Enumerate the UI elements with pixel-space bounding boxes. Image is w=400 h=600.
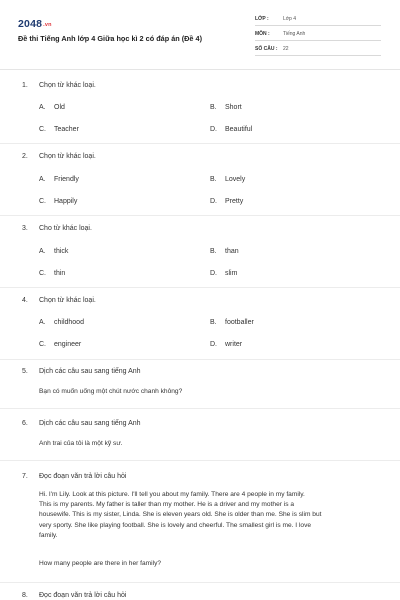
option-letter: A. xyxy=(39,319,46,326)
question-prompt: Dịch các câu sau sang tiếng Anh xyxy=(39,368,141,375)
option-a[interactable] xyxy=(39,319,84,326)
document-title: Đề thi Tiếng Anh lớp 4 Giữa học kì 2 có đáp án (Đề 4) xyxy=(18,34,203,43)
option-b[interactable] xyxy=(210,319,254,326)
question-divider xyxy=(0,582,400,583)
question-number: 2. xyxy=(22,153,28,160)
option-text: thick xyxy=(54,248,69,255)
option-letter: B. xyxy=(210,104,217,111)
question-number: 1. xyxy=(22,82,28,89)
question-number: 4. xyxy=(22,297,28,304)
option-text: engineer xyxy=(54,341,82,348)
option-letter: A. xyxy=(39,176,46,183)
question-divider xyxy=(0,460,400,461)
question-prompt: Dịch các câu sau sang tiếng Anh xyxy=(39,420,141,427)
question-divider xyxy=(0,359,400,360)
meta-row-grade xyxy=(255,13,381,26)
option-text: childhood xyxy=(54,319,84,326)
option-a[interactable] xyxy=(39,104,65,111)
logo-suffix: .vn xyxy=(43,22,52,28)
option-text: Lovely xyxy=(225,176,246,183)
logo-text: 2048 xyxy=(18,18,43,30)
option-text: Beautiful xyxy=(225,126,253,133)
question-number: 7. xyxy=(22,473,28,480)
option-text: slim xyxy=(225,270,238,277)
meta-key: MÔN : xyxy=(255,31,270,37)
document-header xyxy=(0,0,400,66)
reading-passage xyxy=(39,490,379,541)
passage-line: family. xyxy=(39,531,58,539)
option-text: Friendly xyxy=(54,176,79,183)
question-divider xyxy=(0,143,400,144)
question-number: 5. xyxy=(22,368,28,375)
meta-key: LỚP : xyxy=(255,16,269,22)
site-logo[interactable] xyxy=(18,18,52,30)
option-letter: D. xyxy=(210,270,217,277)
question-divider xyxy=(0,287,400,288)
option-letter: C. xyxy=(39,341,46,348)
option-d[interactable] xyxy=(210,126,252,133)
question-prompt: Đọc đoạn văn trả lời câu hỏi xyxy=(39,592,127,599)
option-text: Teacher xyxy=(54,126,79,133)
meta-key: SỐ CÂU : xyxy=(255,46,278,52)
option-letter: D. xyxy=(210,126,217,133)
option-letter: C. xyxy=(39,270,46,277)
question-prompt: Chọn từ khác loại. xyxy=(39,82,96,89)
option-b[interactable] xyxy=(210,176,245,183)
option-letter: A. xyxy=(39,248,46,255)
question-prompt: Cho từ khác loại. xyxy=(39,225,92,232)
option-letter: A. xyxy=(39,104,46,111)
question-divider xyxy=(0,215,400,216)
meta-row-question-count xyxy=(255,43,381,56)
question-body: Bạn có muốn uống một chút nước chanh không? xyxy=(39,388,183,395)
reading-question: How many people are there in her family? xyxy=(39,560,162,567)
question-prompt: Đọc đoạn văn trả lời câu hỏi xyxy=(39,473,127,480)
meta-value: 22 xyxy=(283,46,289,52)
option-b[interactable] xyxy=(210,104,242,111)
option-text: Short xyxy=(225,104,242,111)
meta-value: Lớp 4 xyxy=(283,16,297,22)
option-text: thin xyxy=(54,270,66,277)
question-body: Anh trai của tôi là một kỹ sư. xyxy=(39,440,123,447)
option-letter: B. xyxy=(210,248,217,255)
option-c[interactable] xyxy=(39,270,65,277)
header-divider xyxy=(0,69,400,70)
option-d[interactable] xyxy=(210,270,237,277)
question-number: 8. xyxy=(22,592,28,599)
option-text: Pretty xyxy=(225,198,244,205)
question-number: 6. xyxy=(22,420,28,427)
option-c[interactable] xyxy=(39,198,77,205)
option-letter: D. xyxy=(210,198,217,205)
option-c[interactable] xyxy=(39,341,81,348)
option-letter: C. xyxy=(39,198,46,205)
option-d[interactable] xyxy=(210,198,243,205)
passage-line: Hi. I'm Lily. Look at this picture. I'll tell you about my family. There are 4 people in my family. xyxy=(39,491,305,498)
question-prompt: Chọn từ khác loại. xyxy=(39,153,96,160)
passage-line: This is my parents. My father is taller than my mother. He is a driver and my mother is a xyxy=(39,501,295,509)
option-letter: D. xyxy=(210,341,217,348)
option-letter: B. xyxy=(210,176,217,183)
question-divider xyxy=(0,408,400,409)
option-a[interactable] xyxy=(39,248,68,255)
option-b[interactable] xyxy=(210,248,239,255)
option-text: Happily xyxy=(54,198,78,205)
option-text: writer xyxy=(225,341,243,348)
option-text: footballer xyxy=(225,319,254,326)
option-text: Old xyxy=(54,104,65,111)
option-a[interactable] xyxy=(39,176,79,183)
passage-line: very sporty. She like playing football. She is lovely and cheerful. The smallest girl is me. I love xyxy=(39,521,312,529)
option-text: than xyxy=(225,248,239,255)
meta-row-subject xyxy=(255,28,381,41)
option-d[interactable] xyxy=(210,341,242,348)
option-letter: B. xyxy=(210,319,217,326)
question-prompt: Chọn từ khác loại. xyxy=(39,297,96,304)
option-letter: C. xyxy=(39,126,46,133)
passage-line: housewife. This is my sister, Linda. She is eleven years old. She is older than me. She is slim but xyxy=(39,511,322,519)
meta-value: Tiếng Anh xyxy=(283,31,306,37)
option-c[interactable] xyxy=(39,126,79,133)
question-number: 3. xyxy=(22,225,28,232)
